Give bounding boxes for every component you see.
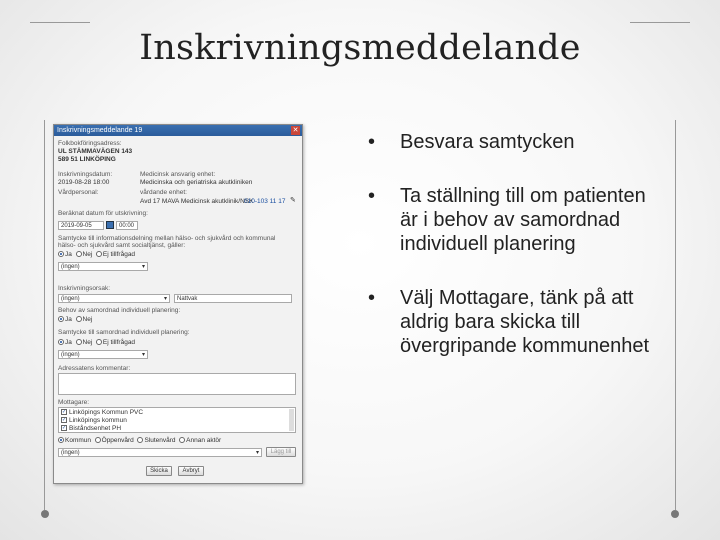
planering-label: Beräknat datum för utskrivning: — [58, 210, 148, 217]
lagg-till-button[interactable]: Lägg till — [266, 447, 296, 457]
samtycke2-ej-radio[interactable] — [96, 339, 102, 345]
filter-annan-radio[interactable] — [179, 437, 185, 443]
mottagare-item-label: Linköpings kommun — [69, 417, 127, 424]
medicinsk-label: Medicinsk ansvarig enhet: — [140, 171, 216, 178]
bullet-mark: • — [368, 287, 376, 309]
checkbox[interactable]: ✓ — [62, 417, 67, 424]
samtycke2-ej-label: Ej tillfrågad — [102, 339, 136, 346]
bottom-right-dot — [671, 510, 679, 518]
filter-kommun-radio[interactable] — [58, 437, 64, 443]
samtycke2-ja-radio[interactable] — [58, 339, 64, 345]
bullet-text: Ta ställning till om patienten är i behov av samordnad individuell planering — [400, 185, 646, 255]
behov-ja-label: Ja — [65, 316, 72, 323]
dialog-titlebar — [54, 125, 302, 136]
behov-ja-radio[interactable] — [58, 316, 64, 322]
bullet-item — [368, 130, 688, 154]
edit-icon[interactable]: ✎ — [290, 197, 296, 204]
filter-oppenvard-label: Öppenvård — [101, 437, 134, 444]
filter-oppenvard-radio[interactable] — [95, 437, 101, 443]
mottagare-item-label: Linköpings Kommun PVC — [69, 409, 144, 416]
kommentar-textarea[interactable] — [58, 373, 296, 395]
bullet-mark: • — [368, 185, 376, 207]
samtycke2-nej-radio[interactable] — [76, 339, 82, 345]
samtycke2-label: Samtycke till samordnad individuell planering: — [58, 329, 190, 336]
bullet-item — [368, 184, 688, 256]
inskrivningsorsak-label: Inskrivningsorsak: — [58, 285, 111, 292]
samtycke2-select[interactable]: (ingen) ▾ — [58, 350, 148, 359]
checkbox[interactable]: ✓ — [62, 409, 67, 416]
mottagare-select[interactable]: (ingen) ▾ — [58, 448, 262, 457]
samtycke1-label-line2: hälso- och sjukvård samt socialtjänst, gäller: — [58, 242, 186, 249]
mottagare-filter-radios — [58, 437, 221, 445]
bullet-text: Besvara samtycken — [400, 131, 575, 153]
samtycke2-radios — [58, 339, 135, 347]
vardpersonal-label: Vårdpersonal: — [58, 189, 99, 196]
bullet-text: Välj Mottagare, tänk på att aldrig bara skicka till övergripande kommunenhet — [400, 287, 650, 357]
utskrivning-time-input[interactable]: 00:00 — [116, 221, 138, 230]
mottagare-item-label: Biståndsenhet PH — [69, 425, 122, 432]
listbox-scrollbar[interactable] — [289, 409, 294, 431]
samtycke1-nej-radio[interactable] — [76, 251, 82, 257]
samtycke1-label-line1: Samtycke till informationsdelning mellan hälso- och sjukvård och kommunal — [58, 235, 276, 242]
left-frame-line — [44, 120, 45, 510]
avbryt-button[interactable]: Avbryt — [178, 466, 204, 476]
folkbokforing-label: Folkbokföringsadress: — [58, 140, 122, 147]
checkbox[interactable]: ✓ — [62, 425, 67, 432]
mottagare-item[interactable] — [61, 417, 127, 425]
close-icon[interactable]: ✕ — [292, 127, 299, 134]
filter-slutenvard-radio[interactable] — [137, 437, 143, 443]
filter-slutenvard-label: Slutenvård — [144, 437, 176, 444]
samtycke1-nej-label: Nej — [82, 251, 93, 258]
phone-number: 010-103 11 17 — [244, 198, 286, 205]
utskrivning-date-input[interactable]: 2019-09-05 — [58, 221, 104, 230]
samtycke1-radios — [58, 251, 135, 259]
skicka-button[interactable]: Skicka — [146, 466, 172, 476]
mottagare-item[interactable] — [61, 425, 121, 433]
vardande-label: vårdande enhet: — [140, 189, 187, 196]
inskrivningsdatum-label: Inskrivningsdatum: — [58, 171, 113, 178]
samtycke1-select[interactable]: (ingen) ▾ — [58, 262, 148, 271]
behov-nej-label: Nej — [82, 316, 93, 323]
calendar-icon[interactable] — [106, 221, 114, 229]
bullet-mark: • — [368, 131, 376, 153]
bullet-item — [368, 286, 688, 358]
slide-title: Inskrivningsmeddelande — [139, 28, 581, 68]
address-line1: UL STÄMMAVÄGEN 143 — [58, 148, 133, 155]
medicinsk-value: Medicinska och geriatriska akutkliniken — [140, 179, 253, 186]
bottom-left-dot — [41, 510, 49, 518]
samtycke2-nej-label: Nej — [82, 339, 93, 346]
top-right-line — [630, 22, 690, 23]
filter-kommun-label: Kommun — [65, 437, 92, 444]
samtycke1-ej-radio[interactable] — [96, 251, 102, 257]
behov-nej-radio[interactable] — [76, 316, 82, 322]
mottagare-listbox[interactable] — [58, 407, 296, 433]
bullet-list — [368, 130, 688, 380]
mottagare-item[interactable] — [61, 409, 143, 417]
inskrivning-dialog — [53, 124, 303, 484]
inskrivningsorsak-select[interactable]: (ingen) ▾ — [58, 294, 170, 303]
inskrivningsdatum-value: 2019-08-28 18:00 — [58, 179, 110, 186]
inskrivningsorsak-extra-input[interactable]: Nattvak — [174, 294, 292, 303]
vardande-value: Avd 17 MAVA Medicinsk akutklinik/NSK — [140, 198, 254, 205]
top-left-line — [30, 22, 90, 23]
behov-label: Behov av samordnad individuell planering: — [58, 307, 181, 314]
adressatens-label: Adressatens kommentar: — [58, 365, 131, 372]
dialog-title: Inskrivningsmeddelande 19 — [57, 127, 143, 134]
behov-radios — [58, 316, 92, 324]
filter-annan-label: Annan aktör — [186, 437, 222, 444]
samtycke1-ja-radio[interactable] — [58, 251, 64, 257]
samtycke1-ej-label: Ej tillfrågad — [102, 251, 136, 258]
samtycke2-ja-label: Ja — [65, 339, 72, 346]
samtycke1-ja-label: Ja — [65, 251, 72, 258]
mottagare-label: Mottagare: — [58, 399, 90, 406]
address-line2: 589 51 LINKÖPING — [58, 156, 116, 163]
